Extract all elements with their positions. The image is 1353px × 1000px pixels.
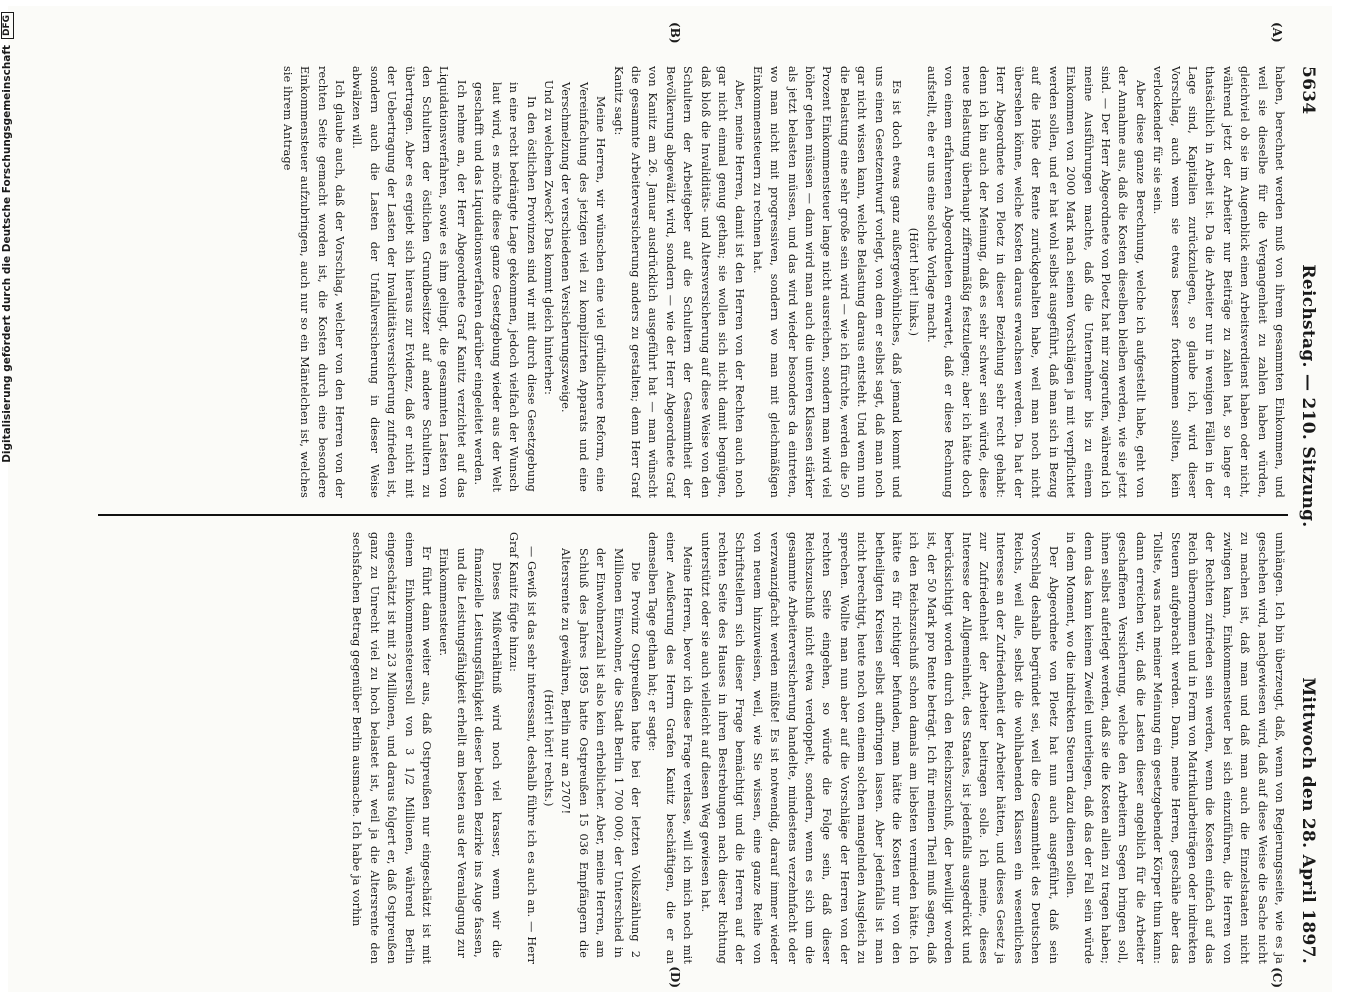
paragraph: haben, berechnet werden muß von ihrem gesammten Einkommen, und weil sie dieselbe für die Vergangenheit zu zahlen haben würden, gleichviel ob sie im Augenblick einen Arbeitsverdienst haben oder nicht, während jetzt der Arbeiter nur Beiträge zu zahlen hat, so lange er thatsächlich in Arbeit ist. Da die Arbeiter nur in wenigen Fällen in der Lage sind, Kapitalien zurückzulegen, so glaube ich, wird dieser Vorschlag, auch wenn sie etwas besser fortkommen sollten, kein verlockender für sie sein. [1151,66,1286,498]
credit-strip [0,0,14,1000]
page-title: Reichstag. — 210. Sitzung. [1298,264,1318,528]
credit-text: Digitalisierung gefördert durch die Deutsche Forschungsgemeinschaft [1,45,13,463]
paragraph: Er führt dann weiter aus, daß Ostpreußen nur eingeschätzt ist mit einem Einkommensteuersoll von 3 1/2 Millionen, während Berlin eingeschätzt ist mit 23 Millionen, und daraus folgert er, daß Ostpreußen ganz zu Unrecht viel zu hoch belastet ist, weil ja die Altersrente den sechsfachen Betrag gegenüber Berlin ausmache. Ich habe ja vorhin [350,532,434,964]
margin-mark-a: (A) [1270,22,1284,43]
paragraph: — Gewiß ist das sehr interessant, deshalb führe ich es auch an. — Herr Graf Kanitz fügte hinzu: [507,532,538,964]
paragraph: Meine Herren, bevor ich diese Frage verlasse, will ich mich noch mit einer Aeußerung des Herrn Grafen Kanitz beschäftigen, die er an demselben Tage gethan hat; er sagte: [646,532,695,964]
digitization-credit [0,0,14,1000]
page-rotated-content [8,6,1332,992]
interjection: (Hört! hört! links.) [907,227,921,337]
paragraph: Und zu welchem Zweck? Das kommt gleich hinterher: [541,80,555,396]
page-header [1288,66,1318,964]
column-divider [98,514,1288,516]
paragraph: Aber diese ganze Berechnung, welche ich aufgestellt habe, geht von der Annahme aus, daß die Kosten dieselben bleiben werden, wie sie jetzt sind. — Der Herr Abgeordnete von Ploetz hat mir zugerufen, während ich meine Ausführungen machte, daß die Unternehmer bis zu einem Einkommen von 2000 Mark nach seinen Vorschlägen ja mit verpflichtet werden sollen, und er hat wohl selbst ausgeführt, daß man sich in Bezug auf die Höhe der Rente zurückgehalten habe, weil man noch nicht übersehen könne, welche Kosten daraus erwachsen werden. Da hat der Herr Abgeordnete von Ploetz in dieser Beziehung sehr recht gehabt: denn ich bin auch der Meinung, daß es sehr schwer sein würde, diese neue Belastung überhaupt ziffernmäßig festzulegen; aber ich hätte doch von einem erfahrenen Abgeordneten erwartet, daß er diese Rechnung aufstellt, ehe er uns eine solche Vorlage macht. [924,66,1147,498]
margin-mark-c: (C) [1270,967,1284,988]
paragraph: Ich nehme an, der Herr Abgeordnete Graf Kanitz verzichtet auf das Liquidationsverfahren, sowie es ihm gelingt, die gesammten Lasten von den Schultern der östlichen Grundbesitzer auf andere Schultern zu übertragen. Aber es ergiebt sich hieraus zur Evidenz, daß er nicht mit der Uebertragung der Lasten der Invaliditätsversicherung zufrieden ist, sondern auch die Lasten der Unfallversicherung in dieser Weise abwälzen will. [350,66,468,498]
dfg-logo: DFG [1,12,14,39]
paragraph: umhängen. Ich bin überzeugt, daß, wenn von Regierungsseite, wie es ja geschehen wird, nachgewiesen wird, daß auf diese Weise die Sache nicht zu machen ist, daß man und daß man auch die Einzelstaaten nicht zwingen kann, Einkommensteuer bei sich einzuführen, die Herren von der Rechten zufrieden sein werden, wenn die Kosten einfach auf das Reich übernommen und in Form von Matrikularbeiträgen oder indirekten Steuern aufgebracht werden. Dann, meine Herren, geschähe aber das Tollste, was nach meiner Meinung ein gesetzgebender Körper thun kann: dann erreichen wir, daß die Lasten dieser angeblich für die Arbeiter geschaffenen Versicherung, welche den Arbeitern Segen bringen soll, ihnen selbst auferlegt werden, daß sie die Kosten allein zu tragen haben; denn das kann keinem Zweifel unterliegen, daß das der Fall sein würde in dem Moment, wo die indirekten Steuern dazu dienen sollen. [1064,532,1286,964]
quotation: Die Provinz Ostpreußen hatte bei der letzten Volkszählung 2 Millionen Einwohner, die Stadt Berlin 1 700 000; der Unterschied in der Einwohnerzahl ist also kein erheblicher. Aber, meine Herren, am Schluß des Jahres 1895 hatte Ostpreußen 15 036 Empfängern die Altersrente zu gewähren, Berlin nur an 2707! [559,548,642,958]
paragraph: Ich glaube auch, daß der Vorschlag, welcher von den Herren von der rechten Seite gemacht worden ist, die Kosten durch eine besondere Einkommensteuer aufzubringen, auch nur so ein Mäntelchen ist, welches sie ihrem Antrage [280,66,347,498]
page-number: 5634 [1298,66,1318,115]
quotation: Dieses Mißverhältniß wird noch viel krasser, wenn wir die finanzielle Leistungsfähigkeit dieser beiden Bezirke ins Auge fassen, und die Leistungsfähigkeit erhellt am besten aus der Veranlagung zur Einkommensteuer. [437,548,503,958]
left-column [98,66,1288,498]
interjection: (Hört! hört! rechts.) [541,689,555,807]
paragraph: Der Abgeordnete von Ploetz hat nun auch ausgeführt, daß sein Vorschlag deshalb begründet sei, weil die Gesammtheit des Deutschen Reichs, weil alle, selbst die wohlhabenden Klassen ein wesentliches Interesse an der Zufriedenheit der Arbeiter hätten, und dieses Gesetz ja zur Zufriedenheit der Arbeiter beitragen solle. Ich meine, dieses Interesse der Allgemeinheit, des Staates, ist jedenfalls ausgedrückt und berücksichtigt worden durch den Reichszuschuß, der bewilligt worden ist, der 50 Mark pro Rente beträgt. Ich für meinen Theil muß sagen, daß ich den Reichszuschuß schon damals am liebsten vermieden hätte. Ich hätte es für richtiger befunden, man hätte die Kosten nur von den betheiligten Kreisen selbst aufbringen lassen. Aber jedenfalls ist man nicht berechtigt, heute noch von einem solchen mangelnden Ausgleich zu sprechen. Wollte man nun aber auf die Vorschläge der Herren von der rechten Seite eingehen, so würde die Folge sein, daß dieser Reichszuschuß nicht etwa verdoppelt, sondern, wenn es sich um die gesammte Arbeiterversicherung handelte, mindestens verzehnfacht oder verzwanzigfacht werden müßte! Es ist notwendig, darauf immer wieder von neuem hinzuweisen, weil, wie Sie wissen, eine ganze Reihe von Schriftstellern sich dieser Frage bemächtigt und die Herren auf der rechten Seite des Hauses in ihren Bestrebungen nach dieser Richtung unterstützt oder sie auch vielleicht auf diesen Weg gewiesen hat. [698,532,1060,964]
margin-mark-d: (D) [668,966,682,988]
quotation: In den östlichen Provinzen sind wir mit durch diese Gesetzgebung in eine recht bedrängte Lage gekommen, jedoch vielfach der Wunsch laut wird, es möchte diese ganze Gesetzgebung wieder aus der Welt geschafft und das Liquidationsverfahren darüber eingeleitet werden. [472,82,538,492]
page-date: Mittwoch den 28. April 1897. [1298,677,1318,964]
text-columns [98,22,1288,988]
quotation: Meine Herren, wir wünschen eine viel gründlichere Reform, eine Vereinfachung des jetzigen viel zu komplizirten Apparats und eine Verschmelzung der verschiedenen Versicherungszweige. [559,82,608,492]
right-column [98,532,1288,964]
paragraph: Es ist doch etwas ganz außergewöhnliches, daß jemand kommt und uns einen Gesetzentwurf vorlegt, von dem er selbst sagt, daß man noch gar nicht wissen kann, welche Belastung daraus entsteht. Und wenn nun die Belastung eine sehr große sein wird — wie ich fürchte, werden die 50 Prozent Einkommensteuer lange nicht ausreichen, sondern man wird viel höher gehen müssen — dann wird man auch die unteren Klassen stärker als jetzt belasten müssen, und das wird wieder besonders da eintreten, wo man nicht mit progressiven, sondern wo man mit gleichmäßigen Einkommensteuern zu rechnen hat. [750,66,904,498]
scanned-page [8,6,1332,992]
paragraph: Aber, meine Herren, damit ist den Herren von der Rechten auch noch gar nicht einmal genug gethan; sie wollen sich nicht damit begnügen, daß bloß die Invaliditäts- und Altersversicherung auf diese Weise von den Schultern der Arbeitgeber auf die Schultern der Gesammtheit der Bevölkerung abgewälzt wird, sondern — wie der Herr Abgeordnete Graf von Kanitz am 26. Januar ausdrücklich ausgeführt hat — man wünscht die gesammte Arbeiterversicherung anders zu gestalten; denn Herr Graf Kanitz sagt: [611,66,747,498]
margin-mark-b: (B) [668,22,682,44]
